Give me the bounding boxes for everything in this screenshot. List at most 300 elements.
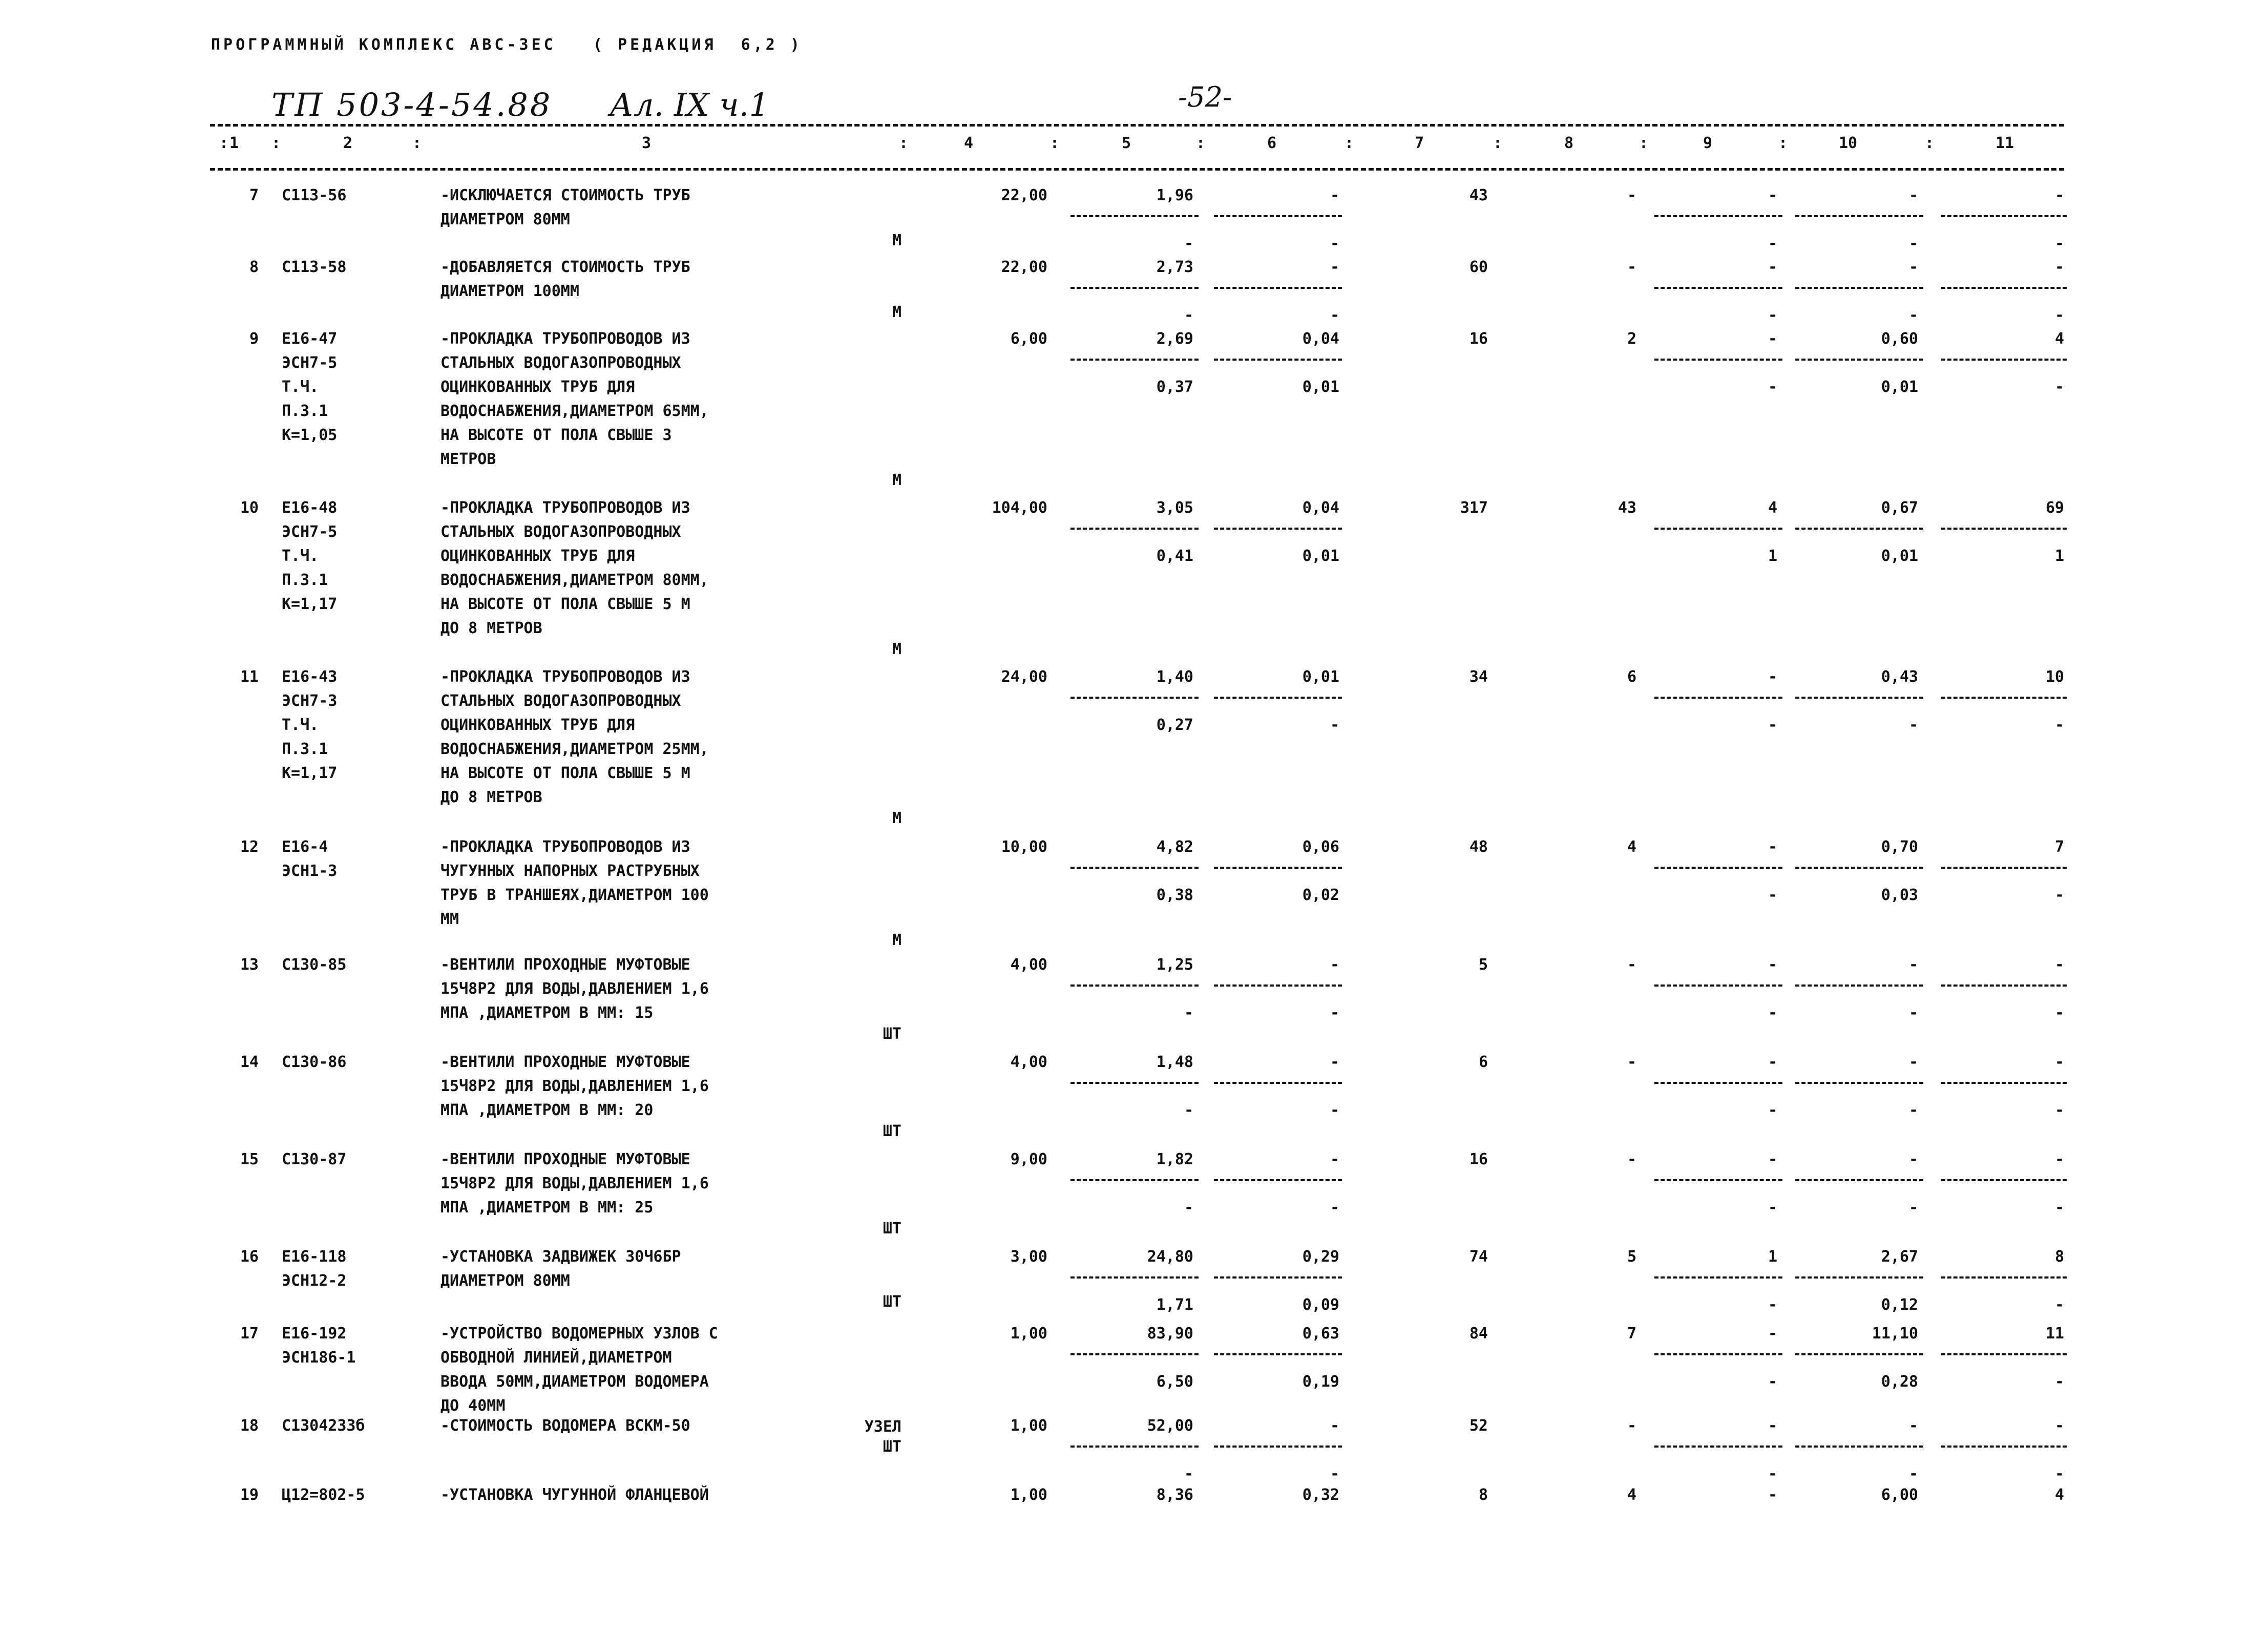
labor-total: 8 xyxy=(2054,1248,2064,1266)
total-cost: 84 xyxy=(1469,1325,1488,1343)
rate-code: С130-85 xyxy=(282,956,347,974)
row-divider xyxy=(1941,867,2067,869)
row-divider xyxy=(1070,984,1199,987)
unit-of-measure: М xyxy=(892,232,901,249)
unit-cost-machines: - xyxy=(1330,186,1339,204)
col-1-header: 1 xyxy=(229,134,239,152)
work-description: -ПРОКЛАДКА ТРУБОПРОВОДОВ ИЗ xyxy=(440,668,690,686)
rate-code: С130-87 xyxy=(282,1150,347,1168)
rate-code: ЭСН12-2 xyxy=(282,1272,347,1290)
unit-of-measure: УЗЕЛ xyxy=(864,1418,901,1436)
page-number: -52- xyxy=(1178,81,1232,113)
unit-cost-wages: 6,50 xyxy=(1156,1373,1193,1391)
sheet-part: Ал. IX ч.1 xyxy=(610,86,769,123)
labor-unit-machinists: 0,01 xyxy=(1881,547,1918,565)
work-description: НА ВЫСОТЕ ОТ ПОЛА СВЫШЕ 5 М xyxy=(440,764,690,782)
quantity: 3,00 xyxy=(1010,1248,1047,1266)
total-machines: - xyxy=(1768,1417,1777,1435)
rate-code: ЭСН7-5 xyxy=(282,354,338,372)
row-divider xyxy=(1654,359,1782,361)
labor-unit-machinists: - xyxy=(1908,1199,1918,1217)
total-wages: - xyxy=(1627,186,1636,204)
total-machines: - xyxy=(1768,1053,1777,1071)
labor-unit: 6,00 xyxy=(1881,1486,1918,1504)
total-machine-wages: - xyxy=(1768,716,1777,734)
work-description: ОЦИНКОВАННЫХ ТРУБ ДЛЯ xyxy=(440,547,635,565)
work-description: ОЦИНКОВАННЫХ ТРУБ ДЛЯ xyxy=(440,716,635,734)
total-machines: - xyxy=(1768,956,1777,974)
work-description: -ВЕНТИЛИ ПРОХОДНЫЕ МУФТОВЫЕ xyxy=(440,1150,690,1168)
row-divider xyxy=(1654,1353,1782,1355)
unit-cost-machines: 0,04 xyxy=(1302,499,1339,517)
row-divider xyxy=(1070,1276,1199,1279)
unit-of-measure: ШТ xyxy=(883,1220,901,1238)
rate-code: С130-86 xyxy=(282,1053,347,1071)
row-divider xyxy=(1941,528,2067,530)
row-divider xyxy=(1654,528,1782,530)
row-divider xyxy=(1214,1276,1342,1279)
total-cost: 43 xyxy=(1469,186,1488,204)
unit-cost-machines: - xyxy=(1330,956,1339,974)
rate-code: Е16-47 xyxy=(282,330,338,348)
labor-total-machinists: - xyxy=(2054,235,2064,253)
row-number: 17 xyxy=(240,1325,259,1343)
unit-cost-machine-wages: 0,19 xyxy=(1302,1373,1339,1391)
row-divider xyxy=(1654,697,1782,699)
work-description: -УСТРОЙСТВО ВОДОМЕРНЫХ УЗЛОВ С xyxy=(440,1325,718,1343)
unit-cost-total: 2,73 xyxy=(1156,258,1193,276)
col-2-header: 2 xyxy=(343,134,353,152)
work-description: ВОДОСНАБЖЕНИЯ,ДИАМЕТРОМ 65ММ, xyxy=(440,402,709,420)
labor-unit: - xyxy=(1908,1150,1918,1168)
col-8-header: 8 xyxy=(1564,134,1574,152)
program-header: ПРОГРАММНЫЙ КОМПЛЕКС АВС-3ЕС ( РЕДАКЦИЯ 6,2 ) xyxy=(211,36,803,54)
rate-code: Т.Ч. xyxy=(282,547,319,565)
labor-total-machinists: - xyxy=(2054,1199,2064,1217)
row-divider xyxy=(1070,528,1199,530)
row-number: 7 xyxy=(249,186,259,204)
work-description: ДИАМЕТРОМ 80ММ xyxy=(440,211,570,228)
row-number: 10 xyxy=(240,499,259,517)
work-description: ЧУГУННЫХ НАПОРНЫХ РАСТРУБНЫХ xyxy=(440,862,700,880)
total-machines: - xyxy=(1768,258,1777,276)
labor-total-machinists: - xyxy=(2054,886,2064,904)
quantity: 4,00 xyxy=(1010,1053,1047,1071)
labor-total-machinists: - xyxy=(2054,1004,2064,1022)
rate-code: П.3.1 xyxy=(282,402,328,420)
labor-unit: - xyxy=(1908,1053,1918,1071)
total-wages: 43 xyxy=(1618,499,1636,517)
work-description: ДО 8 МЕТРОВ xyxy=(440,619,542,637)
row-divider xyxy=(1941,1082,2067,1084)
work-description: МПА ,ДИАМЕТРОМ В ММ: 15 xyxy=(440,1004,654,1022)
row-divider xyxy=(1654,867,1782,869)
work-description: -ПРОКЛАДКА ТРУБОПРОВОДОВ ИЗ xyxy=(440,838,690,856)
rate-code: К=1,05 xyxy=(282,426,338,444)
unit-of-measure: ШТ xyxy=(883,1025,901,1043)
labor-total-machinists: - xyxy=(2054,306,2064,324)
labor-total-machinists: - xyxy=(2054,716,2064,734)
unit-cost-wages: 1,71 xyxy=(1156,1296,1193,1314)
work-description: ДО 40ММ xyxy=(440,1397,506,1415)
labor-unit: 0,70 xyxy=(1881,838,1918,856)
row-divider xyxy=(1654,1446,1782,1448)
row-divider xyxy=(1941,984,2067,987)
row-divider xyxy=(1795,697,1923,699)
total-wages: - xyxy=(1627,1417,1636,1435)
row-divider xyxy=(1070,1082,1199,1084)
total-wages: 7 xyxy=(1627,1325,1636,1343)
quantity: 22,00 xyxy=(1001,258,1047,276)
col-7-header: 7 xyxy=(1415,134,1424,152)
work-description: МЕТРОВ xyxy=(440,450,496,468)
unit-cost-wages: 0,27 xyxy=(1156,716,1193,734)
labor-total: 10 xyxy=(2045,668,2064,686)
quantity: 24,00 xyxy=(1001,668,1047,686)
row-number: 9 xyxy=(249,330,259,348)
sheet-code: ТП 503-4-54.88 xyxy=(271,86,553,123)
total-wages: 6 xyxy=(1627,668,1636,686)
work-description: -ИСКЛЮЧАЕТСЯ СТОИМОСТЬ ТРУБ xyxy=(440,186,690,204)
total-machines: - xyxy=(1768,1150,1777,1168)
unit-cost-machine-wages: - xyxy=(1330,1465,1339,1483)
quantity: 9,00 xyxy=(1010,1150,1047,1168)
row-divider xyxy=(1214,1082,1342,1084)
labor-unit-machinists: 0,12 xyxy=(1881,1296,1918,1314)
row-number: 12 xyxy=(240,838,259,856)
unit-cost-machine-wages: - xyxy=(1330,306,1339,324)
unit-cost-total: 1,40 xyxy=(1156,668,1193,686)
row-divider xyxy=(1795,528,1923,530)
labor-unit: - xyxy=(1908,956,1918,974)
row-divider xyxy=(1654,1179,1782,1181)
unit-of-measure: ШТ xyxy=(883,1122,901,1140)
total-wages: 4 xyxy=(1627,1486,1636,1504)
total-cost: 16 xyxy=(1469,330,1488,348)
unit-of-measure: ШТ xyxy=(883,1438,901,1456)
row-divider xyxy=(1941,1353,2067,1355)
unit-cost-machine-wages: - xyxy=(1330,716,1339,734)
unit-cost-wages: - xyxy=(1184,306,1193,324)
total-machine-wages: - xyxy=(1768,1465,1777,1483)
quantity: 6,00 xyxy=(1010,330,1047,348)
labor-unit-machinists: 0,28 xyxy=(1881,1373,1918,1391)
unit-cost-total: 4,82 xyxy=(1156,838,1193,856)
col-10-header: 10 xyxy=(1839,134,1858,152)
rate-code: ЭСН186-1 xyxy=(282,1349,356,1367)
unit-cost-machines: 0,63 xyxy=(1302,1325,1339,1343)
total-machines: - xyxy=(1768,186,1777,204)
labor-total-machinists: - xyxy=(2054,1296,2064,1314)
rate-code: Е16-118 xyxy=(282,1248,347,1266)
labor-unit: 0,60 xyxy=(1881,330,1918,348)
total-wages: - xyxy=(1627,956,1636,974)
total-wages: - xyxy=(1627,1150,1636,1168)
rate-code: С113-56 xyxy=(282,186,347,204)
row-divider xyxy=(1214,359,1342,361)
work-description: 15Ч8Р2 ДЛЯ ВОДЫ,ДАВЛЕНИЕМ 1,6 xyxy=(440,980,709,998)
col-6-header: 6 xyxy=(1267,134,1277,152)
rate-code: Е16-192 xyxy=(282,1325,347,1343)
total-wages: - xyxy=(1627,1053,1636,1071)
labor-total-machinists: - xyxy=(2054,378,2064,396)
quantity: 1,00 xyxy=(1010,1417,1047,1435)
row-divider xyxy=(1070,1446,1199,1448)
rate-code: С1304233б xyxy=(282,1417,365,1435)
total-wages: 5 xyxy=(1627,1248,1636,1266)
rate-code: К=1,17 xyxy=(282,595,338,613)
row-divider xyxy=(1214,1446,1342,1448)
work-description: -ПРОКЛАДКА ТРУБОПРОВОДОВ ИЗ xyxy=(440,330,690,348)
rate-code: Ц12=802-5 xyxy=(282,1486,365,1504)
rate-code: П.3.1 xyxy=(282,740,328,758)
labor-total: - xyxy=(2054,956,2064,974)
unit-cost-machine-wages: - xyxy=(1330,1199,1339,1217)
table-top-rule xyxy=(210,124,2064,127)
labor-total-machinists: - xyxy=(2054,1373,2064,1391)
labor-total-machinists: - xyxy=(2054,1101,2064,1119)
unit-cost-wages: 0,41 xyxy=(1156,547,1193,565)
work-description: СТАЛЬНЫХ ВОДОГАЗОПРОВОДНЫХ xyxy=(440,692,681,710)
unit-cost-wages: 0,38 xyxy=(1156,886,1193,904)
row-divider xyxy=(1070,1179,1199,1181)
work-description: ДО 8 МЕТРОВ xyxy=(440,788,542,806)
total-cost: 52 xyxy=(1469,1417,1488,1435)
row-divider xyxy=(1795,867,1923,869)
row-divider xyxy=(1070,1353,1199,1355)
row-divider xyxy=(1941,359,2067,361)
row-divider xyxy=(1070,697,1199,699)
labor-total-machinists: - xyxy=(2054,1465,2064,1483)
row-divider xyxy=(1941,215,2067,217)
row-divider xyxy=(1795,287,1923,289)
row-number: 13 xyxy=(240,956,259,974)
unit-cost-machine-wages: 0,01 xyxy=(1302,378,1339,396)
labor-unit: - xyxy=(1908,258,1918,276)
unit-cost-total: 1,25 xyxy=(1156,956,1193,974)
rate-code: Е16-48 xyxy=(282,499,338,517)
labor-total: - xyxy=(2054,258,2064,276)
rate-code: Е16-4 xyxy=(282,838,328,856)
row-number: 15 xyxy=(240,1150,259,1168)
total-cost: 16 xyxy=(1469,1150,1488,1168)
work-description: 15Ч8Р2 ДЛЯ ВОДЫ,ДАВЛЕНИЕМ 1,6 xyxy=(440,1077,709,1095)
row-divider xyxy=(1654,1276,1782,1279)
work-description: -ВЕНТИЛИ ПРОХОДНЫЕ МУФТОВЫЕ xyxy=(440,956,690,974)
rate-code: Т.Ч. xyxy=(282,378,319,396)
unit-of-measure: М xyxy=(892,640,901,658)
total-machines: - xyxy=(1768,1486,1777,1504)
unit-cost-machines: 0,29 xyxy=(1302,1248,1339,1266)
total-wages: - xyxy=(1627,258,1636,276)
row-number: 18 xyxy=(240,1417,259,1435)
work-description: СТАЛЬНЫХ ВОДОГАЗОПРОВОДНЫХ xyxy=(440,354,681,372)
unit-of-measure: ШТ xyxy=(883,1293,901,1311)
total-machine-wages: 1 xyxy=(1768,547,1777,565)
row-divider xyxy=(1654,287,1782,289)
quantity: 104,00 xyxy=(992,499,1047,517)
total-machine-wages: - xyxy=(1768,1373,1777,1391)
row-divider xyxy=(1795,1276,1923,1279)
unit-cost-total: 83,90 xyxy=(1147,1325,1193,1343)
work-description: МПА ,ДИАМЕТРОМ В ММ: 25 xyxy=(440,1199,654,1217)
labor-unit-machinists: - xyxy=(1908,1465,1918,1483)
unit-cost-wages: - xyxy=(1184,1101,1193,1119)
labor-total: 4 xyxy=(2054,330,2064,348)
row-divider xyxy=(1070,359,1199,361)
labor-total: - xyxy=(2054,186,2064,204)
unit-cost-total: 24,80 xyxy=(1147,1248,1193,1266)
row-divider xyxy=(1941,697,2067,699)
row-divider xyxy=(1214,215,1342,217)
work-description: СТАЛЬНЫХ ВОДОГАЗОПРОВОДНЫХ xyxy=(440,523,681,541)
labor-unit: 0,67 xyxy=(1881,499,1918,517)
total-machine-wages: - xyxy=(1768,886,1777,904)
row-divider xyxy=(1941,1179,2067,1181)
row-divider xyxy=(1214,1179,1342,1181)
unit-cost-total: 1,82 xyxy=(1156,1150,1193,1168)
total-machines: - xyxy=(1768,1325,1777,1343)
unit-of-measure: М xyxy=(892,931,901,949)
unit-cost-machines: 0,32 xyxy=(1302,1486,1339,1504)
labor-total: 69 xyxy=(2045,499,2064,517)
rate-code: П.3.1 xyxy=(282,571,328,589)
unit-cost-machine-wages: - xyxy=(1330,235,1339,253)
row-number: 8 xyxy=(249,258,259,276)
rate-code: ЭСН7-5 xyxy=(282,523,338,541)
unit-cost-total: 52,00 xyxy=(1147,1417,1193,1435)
unit-cost-machines: 0,01 xyxy=(1302,668,1339,686)
total-machines: 4 xyxy=(1768,499,1777,517)
labor-unit-machinists: - xyxy=(1908,306,1918,324)
row-number: 11 xyxy=(240,668,259,686)
labor-unit: - xyxy=(1908,1417,1918,1435)
unit-cost-wages: 0,37 xyxy=(1156,378,1193,396)
work-description: -ДОБАВЛЯЕТСЯ СТОИМОСТЬ ТРУБ xyxy=(440,258,690,276)
total-machine-wages: - xyxy=(1768,1101,1777,1119)
unit-cost-machine-wages: 0,01 xyxy=(1302,547,1339,565)
labor-total: 4 xyxy=(2054,1486,2064,1504)
col-3-header: 3 xyxy=(642,134,652,152)
row-divider xyxy=(1795,359,1923,361)
work-description: -УСТАНОВКА ЗАДВИЖЕК 30Ч6БР xyxy=(440,1248,681,1266)
quantity: 4,00 xyxy=(1010,956,1047,974)
unit-cost-machine-wages: - xyxy=(1330,1004,1339,1022)
rate-code: К=1,17 xyxy=(282,764,338,782)
work-description: -УСТАНОВКА ЧУГУННОЙ ФЛАНЦЕВОЙ xyxy=(440,1486,709,1504)
rate-code: ЭСН7-3 xyxy=(282,692,338,710)
row-divider xyxy=(1070,287,1199,289)
table-header-rule xyxy=(210,168,2064,171)
work-description: ОЦИНКОВАННЫХ ТРУБ ДЛЯ xyxy=(440,378,635,396)
labor-unit-machinists: 0,03 xyxy=(1881,886,1918,904)
unit-cost-machines: - xyxy=(1330,1417,1339,1435)
total-machine-wages: - xyxy=(1768,235,1777,253)
labor-unit: 0,43 xyxy=(1881,668,1918,686)
row-divider xyxy=(1795,984,1923,987)
row-divider xyxy=(1214,287,1342,289)
work-description: 15Ч8Р2 ДЛЯ ВОДЫ,ДАВЛЕНИЕМ 1,6 xyxy=(440,1175,709,1192)
labor-total-machinists: 1 xyxy=(2054,547,2064,565)
row-divider xyxy=(1070,215,1199,217)
work-description: НА ВЫСОТЕ ОТ ПОЛА СВЫШЕ 5 М xyxy=(440,595,690,613)
unit-cost-machines: 0,06 xyxy=(1302,838,1339,856)
unit-cost-wages: - xyxy=(1184,1199,1193,1217)
total-machine-wages: - xyxy=(1768,378,1777,396)
work-description: ВОДОСНАБЖЕНИЯ,ДИАМЕТРОМ 25ММ, xyxy=(440,740,709,758)
total-machines: - xyxy=(1768,838,1777,856)
total-cost: 48 xyxy=(1469,838,1488,856)
unit-cost-total: 1,96 xyxy=(1156,186,1193,204)
row-divider xyxy=(1214,697,1342,699)
work-description: -ПРОКЛАДКА ТРУБОПРОВОДОВ ИЗ xyxy=(440,499,690,517)
labor-total: - xyxy=(2054,1417,2064,1435)
labor-total: 11 xyxy=(2045,1325,2064,1343)
unit-cost-total: 1,48 xyxy=(1156,1053,1193,1071)
unit-cost-wages: - xyxy=(1184,1004,1193,1022)
row-divider xyxy=(1795,1353,1923,1355)
total-cost: 34 xyxy=(1469,668,1488,686)
unit-cost-machine-wages: 0,02 xyxy=(1302,886,1339,904)
labor-unit: - xyxy=(1908,186,1918,204)
unit-cost-total: 8,36 xyxy=(1156,1486,1193,1504)
unit-cost-machine-wages: 0,09 xyxy=(1302,1296,1339,1314)
work-description: НА ВЫСОТЕ ОТ ПОЛА СВЫШЕ 3 xyxy=(440,426,672,444)
total-machine-wages: - xyxy=(1768,1199,1777,1217)
work-description: ДИАМЕТРОМ 100ММ xyxy=(440,282,579,300)
col-5-header: 5 xyxy=(1122,134,1131,152)
labor-total: 7 xyxy=(2054,838,2064,856)
work-description: ВОДОСНАБЖЕНИЯ,ДИАМЕТРОМ 80ММ, xyxy=(440,571,709,589)
quantity: 1,00 xyxy=(1010,1486,1047,1504)
unit-of-measure: М xyxy=(892,471,901,489)
row-divider xyxy=(1941,1446,2067,1448)
row-divider xyxy=(1214,528,1342,530)
row-number: 19 xyxy=(240,1486,259,1504)
col-4-header: 4 xyxy=(964,134,974,152)
total-cost: 74 xyxy=(1469,1248,1488,1266)
total-machine-wages: - xyxy=(1768,1296,1777,1314)
rate-code: С113-58 xyxy=(282,258,347,276)
total-machine-wages: - xyxy=(1768,1004,1777,1022)
work-description: ВВОДА 50ММ,ДИАМЕТРОМ ВОДОМЕРА xyxy=(440,1373,709,1391)
unit-cost-machines: - xyxy=(1330,258,1339,276)
row-number: 16 xyxy=(240,1248,259,1266)
labor-unit-machinists: - xyxy=(1908,1101,1918,1119)
total-cost: 60 xyxy=(1469,258,1488,276)
total-cost: 5 xyxy=(1478,956,1488,974)
row-divider xyxy=(1214,1353,1342,1355)
quantity: 22,00 xyxy=(1001,186,1047,204)
total-wages: 4 xyxy=(1627,838,1636,856)
total-cost: 6 xyxy=(1478,1053,1488,1071)
quantity: 10,00 xyxy=(1001,838,1047,856)
unit-of-measure: М xyxy=(892,809,901,827)
row-divider xyxy=(1654,984,1782,987)
column-header-row: 1 2 3 4 5 6 7 8 9 10 11 : : : : : : : : : : : xyxy=(219,134,2014,152)
rate-code: ЭСН1-3 xyxy=(282,862,338,880)
unit-cost-wages: - xyxy=(1184,1465,1193,1483)
total-machines: - xyxy=(1768,330,1777,348)
row-divider xyxy=(1795,1179,1923,1181)
rate-code: Е16-43 xyxy=(282,668,338,686)
labor-unit-machinists: - xyxy=(1908,716,1918,734)
col-9-header: 9 xyxy=(1703,134,1713,152)
unit-cost-machines: - xyxy=(1330,1150,1339,1168)
row-divider xyxy=(1941,287,2067,289)
row-divider xyxy=(1070,867,1199,869)
work-description: ОБВОДНОЙ ЛИНИЕЙ,ДИАМЕТРОМ xyxy=(440,1349,672,1367)
